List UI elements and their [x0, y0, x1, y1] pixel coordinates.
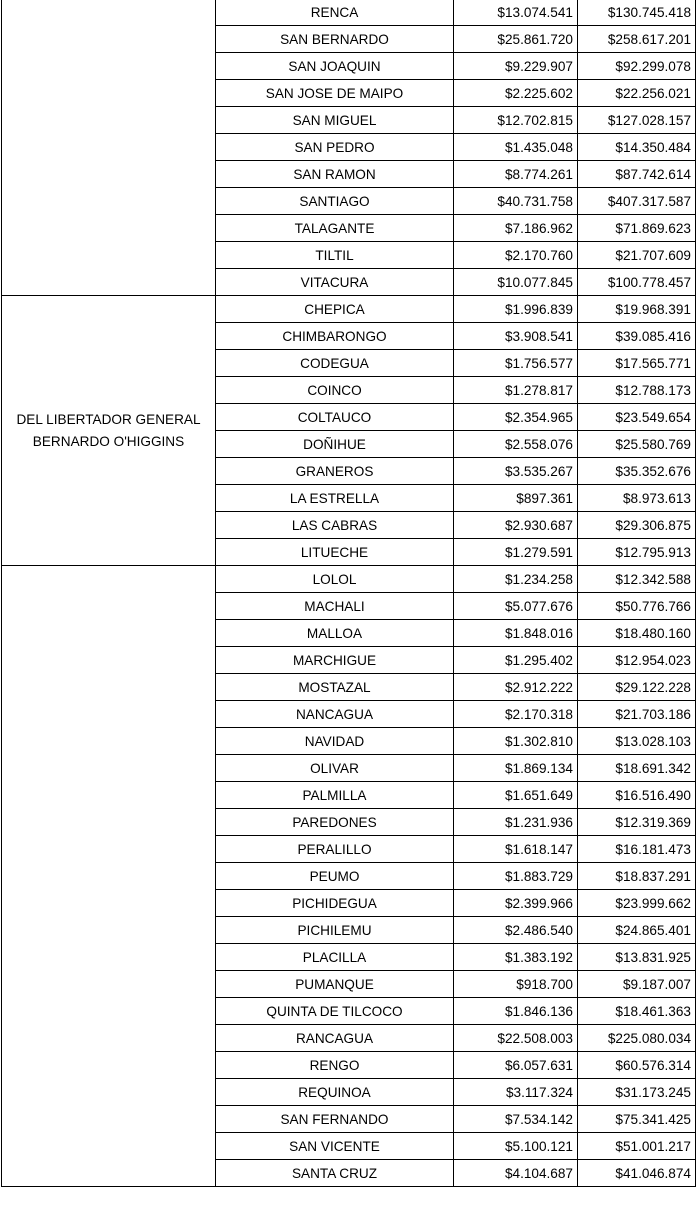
total-cell: $12.954.023 [578, 647, 696, 674]
table-row [2, 296, 696, 323]
total-cell: $9.187.007 [578, 971, 696, 998]
total-cell: $14.350.484 [578, 134, 696, 161]
table-row [2, 566, 696, 593]
table-row [2, 0, 696, 26]
total-cell: $258.617.201 [578, 26, 696, 53]
comuna-cell: SAN JOSE DE MAIPO [216, 80, 454, 107]
amount-cell: $2.354.965 [454, 404, 578, 431]
total-cell: $13.028.103 [578, 728, 696, 755]
amount-cell: $5.100.121 [454, 1133, 578, 1160]
total-cell: $23.999.662 [578, 890, 696, 917]
total-cell: $18.461.363 [578, 998, 696, 1025]
amount-cell: $1.996.839 [454, 296, 578, 323]
amount-cell: $1.756.577 [454, 350, 578, 377]
total-cell: $39.085.416 [578, 323, 696, 350]
amount-cell: $1.278.817 [454, 377, 578, 404]
comuna-cell: SAN PEDRO [216, 134, 454, 161]
amount-cell: $8.774.261 [454, 161, 578, 188]
amount-cell: $2.930.687 [454, 512, 578, 539]
comuna-cell: TALAGANTE [216, 215, 454, 242]
comuna-cell: CHIMBARONGO [216, 323, 454, 350]
comuna-cell: RENCA [216, 0, 454, 26]
comuna-cell: SAN MIGUEL [216, 107, 454, 134]
total-cell: $16.516.490 [578, 782, 696, 809]
comuna-cell: TILTIL [216, 242, 454, 269]
comuna-cell: LOLOL [216, 566, 454, 593]
total-cell: $51.001.217 [578, 1133, 696, 1160]
comuna-cell: SAN JOAQUIN [216, 53, 454, 80]
comuna-cell: PEUMO [216, 863, 454, 890]
amount-cell: $2.912.222 [454, 674, 578, 701]
amount-cell: $3.117.324 [454, 1079, 578, 1106]
total-cell: $127.028.157 [578, 107, 696, 134]
comuna-cell: MOSTAZAL [216, 674, 454, 701]
comuna-cell: COLTAUCO [216, 404, 454, 431]
amount-cell: $7.534.142 [454, 1106, 578, 1133]
comuna-cell: PERALILLO [216, 836, 454, 863]
total-cell: $71.869.623 [578, 215, 696, 242]
comuna-cell: PICHIDEGUA [216, 890, 454, 917]
total-cell: $12.342.588 [578, 566, 696, 593]
total-cell: $75.341.425 [578, 1106, 696, 1133]
amount-cell: $2.170.318 [454, 701, 578, 728]
total-cell: $41.046.874 [578, 1160, 696, 1187]
comuna-cell: QUINTA DE TILCOCO [216, 998, 454, 1025]
comuna-cell: CODEGUA [216, 350, 454, 377]
amount-cell: $1.618.147 [454, 836, 578, 863]
amount-cell: $40.731.758 [454, 188, 578, 215]
amount-cell: $1.234.258 [454, 566, 578, 593]
total-cell: $16.181.473 [578, 836, 696, 863]
comuna-cell: NAVIDAD [216, 728, 454, 755]
comuna-cell: MARCHIGUE [216, 647, 454, 674]
total-cell: $8.973.613 [578, 485, 696, 512]
comuna-cell: RANCAGUA [216, 1025, 454, 1052]
comuna-cell: PLACILLA [216, 944, 454, 971]
amount-cell: $1.295.402 [454, 647, 578, 674]
comuna-cell: LA ESTRELLA [216, 485, 454, 512]
amount-cell: $22.508.003 [454, 1025, 578, 1052]
amount-cell: $7.186.962 [454, 215, 578, 242]
amount-cell: $12.702.815 [454, 107, 578, 134]
amount-cell: $1.383.192 [454, 944, 578, 971]
amount-cell: $9.229.907 [454, 53, 578, 80]
table-body [2, 0, 696, 1187]
total-cell: $407.317.587 [578, 188, 696, 215]
comuna-cell: PUMANQUE [216, 971, 454, 998]
amount-cell: $3.535.267 [454, 458, 578, 485]
total-cell: $29.122.228 [578, 674, 696, 701]
amount-cell: $1.279.591 [454, 539, 578, 566]
comuna-cell: LITUECHE [216, 539, 454, 566]
comuna-cell: OLIVAR [216, 755, 454, 782]
amount-cell: $2.225.602 [454, 80, 578, 107]
amount-cell: $1.651.649 [454, 782, 578, 809]
amount-cell: $3.908.541 [454, 323, 578, 350]
total-cell: $18.837.291 [578, 863, 696, 890]
total-cell: $24.865.401 [578, 917, 696, 944]
comuna-cell: RENGO [216, 1052, 454, 1079]
total-cell: $100.778.457 [578, 269, 696, 296]
amount-cell: $1.435.048 [454, 134, 578, 161]
total-cell: $21.707.609 [578, 242, 696, 269]
amount-cell: $5.077.676 [454, 593, 578, 620]
comuna-cell: DOÑIHUE [216, 431, 454, 458]
total-cell: $22.256.021 [578, 80, 696, 107]
amount-cell: $897.361 [454, 485, 578, 512]
comuna-cell: MACHALI [216, 593, 454, 620]
comuna-cell: SANTIAGO [216, 188, 454, 215]
total-cell: $130.745.418 [578, 0, 696, 26]
allocation-table [1, 0, 696, 1187]
total-cell: $92.299.078 [578, 53, 696, 80]
comuna-cell: COINCO [216, 377, 454, 404]
amount-cell: $2.558.076 [454, 431, 578, 458]
amount-cell: $1.883.729 [454, 863, 578, 890]
amount-cell: $13.074.541 [454, 0, 578, 26]
total-cell: $29.306.875 [578, 512, 696, 539]
region-cell: DEL LIBERTADOR GENERAL BERNARDO O'HIGGINS [2, 296, 216, 566]
total-cell: $18.691.342 [578, 755, 696, 782]
comuna-cell: LAS CABRAS [216, 512, 454, 539]
amount-cell: $2.486.540 [454, 917, 578, 944]
total-cell: $19.968.391 [578, 296, 696, 323]
comuna-cell: NANCAGUA [216, 701, 454, 728]
amount-cell: $1.846.136 [454, 998, 578, 1025]
comuna-cell: SANTA CRUZ [216, 1160, 454, 1187]
amount-cell: $10.077.845 [454, 269, 578, 296]
amount-cell: $1.869.134 [454, 755, 578, 782]
total-cell: $13.831.925 [578, 944, 696, 971]
total-cell: $87.742.614 [578, 161, 696, 188]
total-cell: $23.549.654 [578, 404, 696, 431]
amount-cell: $918.700 [454, 971, 578, 998]
region-cell [2, 0, 216, 296]
comuna-cell: PALMILLA [216, 782, 454, 809]
total-cell: $25.580.769 [578, 431, 696, 458]
amount-cell: $25.861.720 [454, 26, 578, 53]
amount-cell: $6.057.631 [454, 1052, 578, 1079]
total-cell: $18.480.160 [578, 620, 696, 647]
comuna-cell: GRANEROS [216, 458, 454, 485]
amount-cell: $4.104.687 [454, 1160, 578, 1187]
total-cell: $21.703.186 [578, 701, 696, 728]
amount-cell: $1.231.936 [454, 809, 578, 836]
comuna-cell: PAREDONES [216, 809, 454, 836]
amount-cell: $1.848.016 [454, 620, 578, 647]
comuna-cell: REQUINOA [216, 1079, 454, 1106]
comuna-cell: SAN RAMON [216, 161, 454, 188]
total-cell: $12.319.369 [578, 809, 696, 836]
region-cell [2, 566, 216, 1187]
total-cell: $12.795.913 [578, 539, 696, 566]
amount-cell: $2.170.760 [454, 242, 578, 269]
total-cell: $60.576.314 [578, 1052, 696, 1079]
comuna-cell: SAN VICENTE [216, 1133, 454, 1160]
comuna-cell: SAN BERNARDO [216, 26, 454, 53]
total-cell: $12.788.173 [578, 377, 696, 404]
total-cell: $50.776.766 [578, 593, 696, 620]
amount-cell: $2.399.966 [454, 890, 578, 917]
comuna-cell: VITACURA [216, 269, 454, 296]
amount-cell: $1.302.810 [454, 728, 578, 755]
comuna-cell: MALLOA [216, 620, 454, 647]
comuna-cell: SAN FERNANDO [216, 1106, 454, 1133]
total-cell: $225.080.034 [578, 1025, 696, 1052]
total-cell: $17.565.771 [578, 350, 696, 377]
comuna-cell: PICHILEMU [216, 917, 454, 944]
total-cell: $35.352.676 [578, 458, 696, 485]
comuna-cell: CHEPICA [216, 296, 454, 323]
total-cell: $31.173.245 [578, 1079, 696, 1106]
